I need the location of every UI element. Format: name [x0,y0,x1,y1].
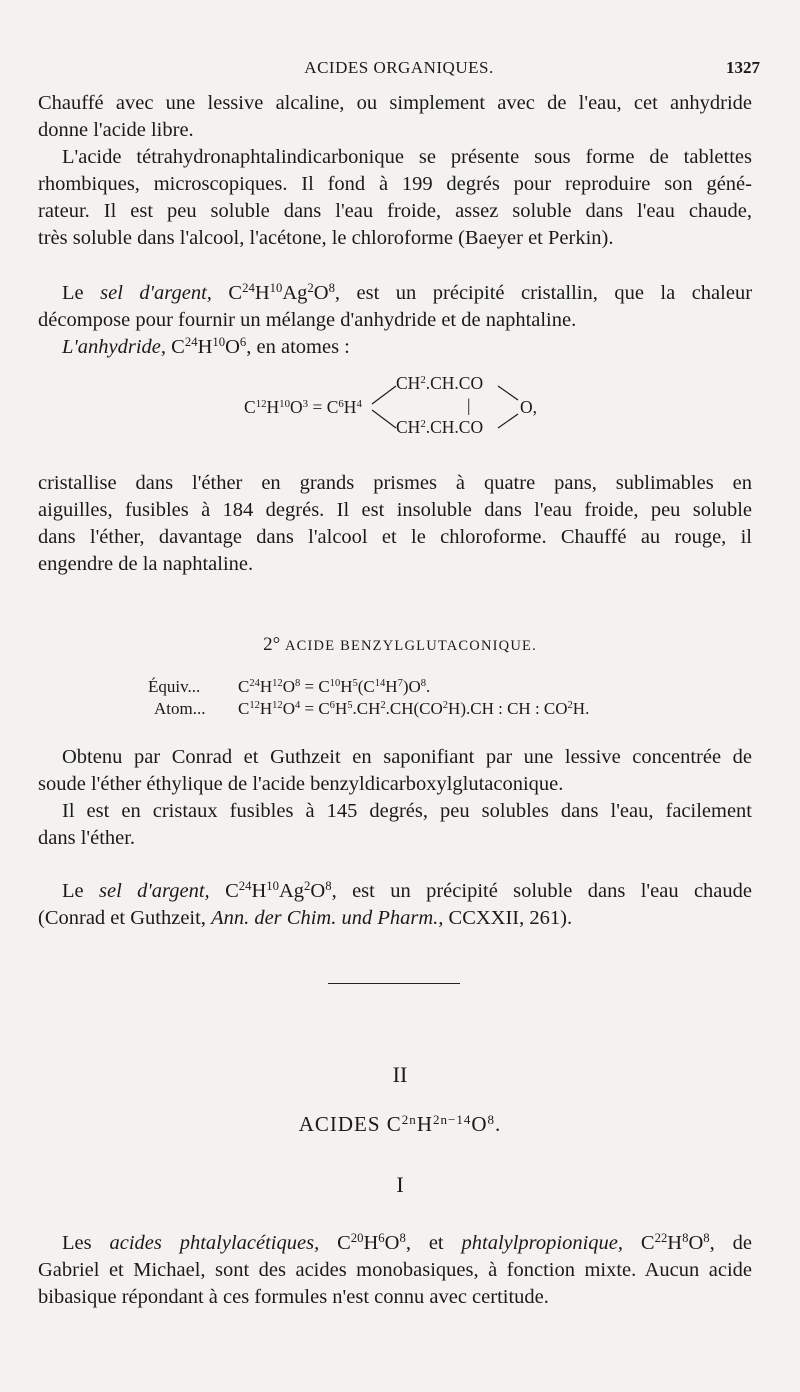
chemical-formula: $C^{24}H^{10}Ag^2O^8$, [225,879,337,902]
text-line: L'acide tétrahydronaphtalindicarbonique se présente sous forme de tablettes [62,146,752,168]
text-line: engendre de la naphtaline. [38,553,254,575]
text: Le [62,880,99,902]
term-italic: sel d'argent, [99,880,210,902]
text: CCXXII, 261). [443,907,573,929]
term-italic: L'anhydride, [62,336,167,358]
formula-mid-bar: | [467,395,471,415]
text-line: rateur. Il est peu soluble dans l'eau froide, assez soluble dans l'eau chaude, [38,200,752,222]
text-line: aiguilles, fusibles à 184 degrés. Il est insoluble dans l'eau froide, peu soluble [38,499,752,521]
text: et [410,1232,462,1254]
text: Les [62,1232,110,1254]
paragraph-phtalyl-acids [38,1230,752,1311]
text-line: donne l'acide libre. [38,119,194,141]
text-line: bibasique répondant à ces formules n'est connu avec certitude. [38,1286,549,1308]
text: est un précipité cristallin, que la chaleur [340,282,753,304]
formula-top-branch: $CH^2.CH.CO$ [396,373,484,393]
text-line: dans l'éther, davantage dans l'alcool et le chloroforme. Chauffé au rouge, il [38,526,752,548]
section-divider [328,983,460,984]
formula-right: O, [520,397,538,417]
equiv-label: Équiv... [148,677,201,696]
journal-reference: Ann. der Chim. und Pharm., [211,907,444,929]
paragraph-crystals [38,798,752,852]
section-number: 2° [263,634,281,655]
text-line: très soluble dans l'alcool, l'acétone, le chloroforme (Baeyer et Perkin). [38,227,614,249]
atom-formula: $C^{12}H^{12}O^4 = C^6H^5.CH^2.CH(CO^2H).CH$ : CH : $CO^2H$. [238,699,590,718]
chemical-formula: $C^{22}H^8O^8$, [640,1231,715,1254]
running-header [38,58,760,82]
text-line [38,1230,752,1257]
text: Le [62,282,101,304]
text-line: rhombiques, microscopiques. Il fond à 199 degrés pour reproduire son géné- [38,173,752,195]
running-title: ACIDES ORGANIQUES. [304,58,494,77]
chemical-formula: $C^{24}H^{10}O^6$, [171,335,252,358]
term-italic: phtalylpropionique, [461,1232,624,1254]
formula-bottom-branch: $CH^2.CH.CO$ [396,417,484,437]
text-line: Chauffé avec une lessive alcaline, ou simplement avec de l'eau, cet anhydride [38,92,752,114]
section-title: ACIDE BENZYLGLUTACONIQUE. [284,638,537,654]
text-line [38,878,752,905]
subpart-roman-numeral: I [396,1172,404,1197]
chemical-formula: $C^{20}H^6O^8$, [337,1231,411,1254]
text-line: Gabriel et Michael, sont des acides monobasiques, à fonction mixte. Aucun acide [38,1259,752,1281]
paragraph-obtenu [38,744,752,798]
paragraph-tetrahydro-acid [38,144,752,252]
paragraph-anhydride [38,334,752,361]
text-line [38,280,752,307]
equiv-formula-row [148,676,430,698]
text-line: dans l'éther. [38,827,136,849]
formula-left: $C^{12}H^{10}O^3 = C^6H^4$ [244,397,362,417]
text: est un précipité soluble dans l'eau chaude [336,880,752,902]
text: de [714,1232,752,1254]
text-line: Obtenu par Conrad et Guthzeit en saponifiant par une lessive concentrée de [62,746,752,768]
atom-formula-row [148,698,589,720]
atom-label: Atom... [154,699,206,718]
term-italic: acides phtalylacétiques, [109,1232,320,1254]
text-line: Il est en cristaux fusibles à 145 degrés, peu solubles dans l'eau, facilement [62,800,752,822]
paragraph-crystallise [38,470,752,578]
text-line: cristallise dans l'éther en grands prismes à quatre pans, sublimables en [38,472,752,494]
part-roman-numeral: II [392,1062,408,1087]
text-line: soude l'éther éthylique de l'acide benzyldicarboxylglutaconique. [38,773,564,795]
section-heading [0,634,800,656]
paragraph-silver-salt [38,280,752,334]
text: (Conrad et Guthzeit, [38,907,212,929]
text-line [38,905,752,932]
text-line [38,334,752,361]
term-italic: sel d'argent, [100,282,212,304]
chemical-formula: $C^{24}H^{10}Ag^2O^8$, [228,281,341,304]
text-line: décompose pour fournir un mélange d'anhydride et de naphtaline. [38,309,577,331]
paragraph-anhydride-heating [38,90,752,144]
part-heading: ACIDES $C^{2n}H^{2n-14}O^8$. [298,1111,502,1136]
text: en atomes : [251,336,350,358]
paragraph-silver-salt-2 [38,878,752,932]
page-number: 1327 [726,58,760,77]
equiv-formula: $C^{24}H^{12}O^8 = C^{10}H^5(C^{14}H^7)O^8$. [238,677,431,696]
